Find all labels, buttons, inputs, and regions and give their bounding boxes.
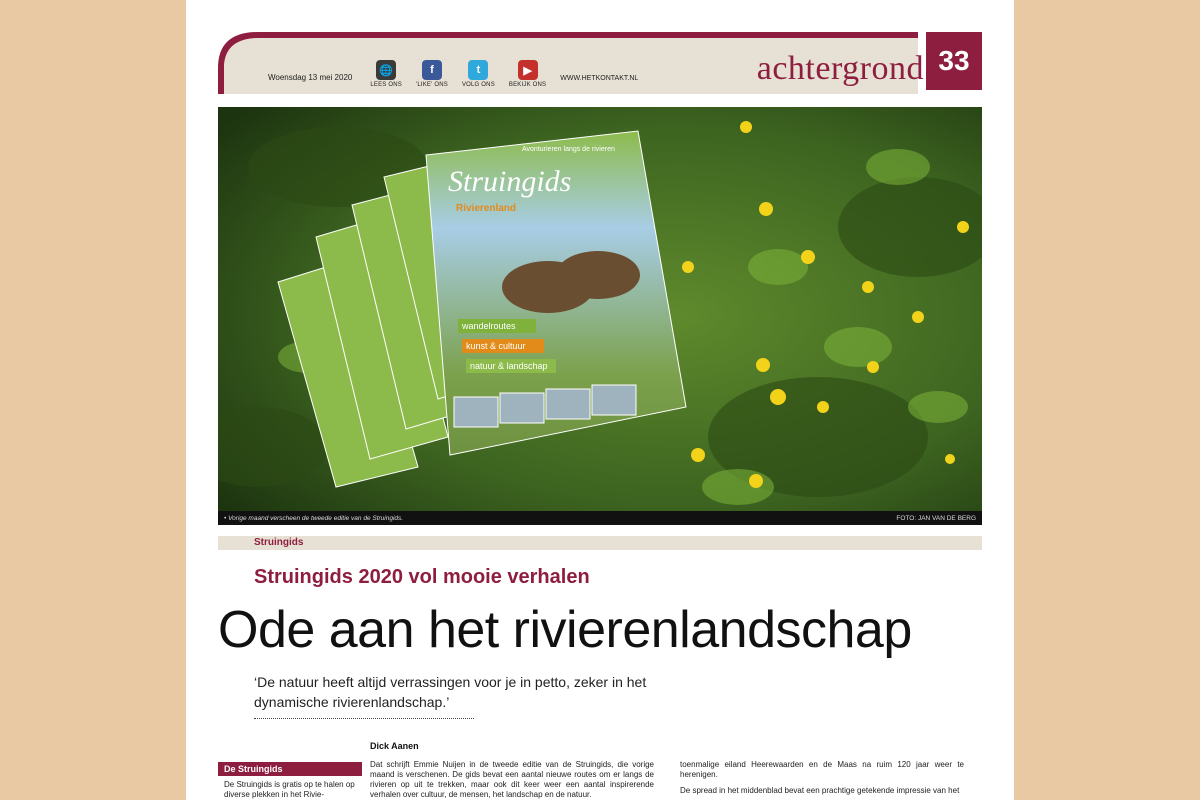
article-column-1: Dat schrijft Emmie Nuijen in de tweede editie van de Struingids, die vorige maand is verschenen. De gids bevat een aantal nieuwe routes om er langs de rivieren op uit te trekken, maar ook dit keer weer een aantal inspirerende verhalen over cultuur, de mensen, het landschap en de natuur. [370,760,654,799]
social-twitter[interactable]: t VOLG ONS [462,60,495,88]
column-2-paragraph: toenmalige eiland Heerewaarden en de Maas na ruim 120 jaar weer te herenigen. [680,760,964,779]
article-headline: Ode aan het rivierenlandschap [218,601,912,659]
booklet-tagline: Avonturieren langs de rivieren [522,146,615,153]
facebook-icon: f [422,60,442,80]
masthead-info [268,48,638,88]
twitter-icon: t [468,60,488,80]
issue-date: Woensdag 13 mei 2020 [268,73,353,82]
newspaper-page [186,0,1014,800]
social-facebook[interactable]: f 'LIKE' ONS [416,60,448,88]
booklet-title: Struingids [448,165,572,198]
kicker: Struingids [254,537,304,548]
booklet-tag-1: wandelroutes [462,321,516,331]
website-link[interactable]: WWW.HETKONTAKT.NL [560,75,639,82]
youtube-icon: ▶ [518,60,538,80]
sidebox-title: De Struingids [218,762,362,776]
column-2-paragraph: De spread in het middenblad bevat een prachtige getekende impressie van het [680,786,960,795]
section-title: achtergrond [756,50,924,87]
globe-icon: 🌐 [376,60,396,80]
booklet-tag-3: natuur & landschap [470,361,548,371]
social-globe[interactable]: 🌐 LEES ONS [370,60,402,88]
cover-photo [218,107,982,523]
photo-illustration [218,107,982,523]
masthead [218,28,982,94]
pull-quote: ‘De natuur heeft altijd verrassingen voor je in petto, zeker in het dynamische rivierenlandschap.’ [254,674,647,710]
photo-credit: FOTO: JAN VAN DE BERG [896,514,976,522]
sidebox-body: De Struingids is gratis op te halen op diverse plekken in het Rivie- [224,780,355,799]
booklet-tag-2: kunst & cultuur [466,341,526,351]
photo-caption-bar [218,511,982,525]
photo-caption: • Vorige maand verscheen de tweede editie van de Struingids. [224,514,404,522]
article-column-2 [680,760,964,800]
kicker-bar [218,536,982,550]
info-sidebox [218,762,362,800]
page-number: 33 [926,32,982,90]
quote-divider [254,718,474,719]
byline: Dick Aanen [370,741,419,751]
booklet-subtitle: Rivierenland [456,203,517,214]
social-youtube[interactable]: ▶ BEKIJK ONS [509,60,546,88]
article-subhead: Struingids 2020 vol mooie verhalen [254,566,590,588]
